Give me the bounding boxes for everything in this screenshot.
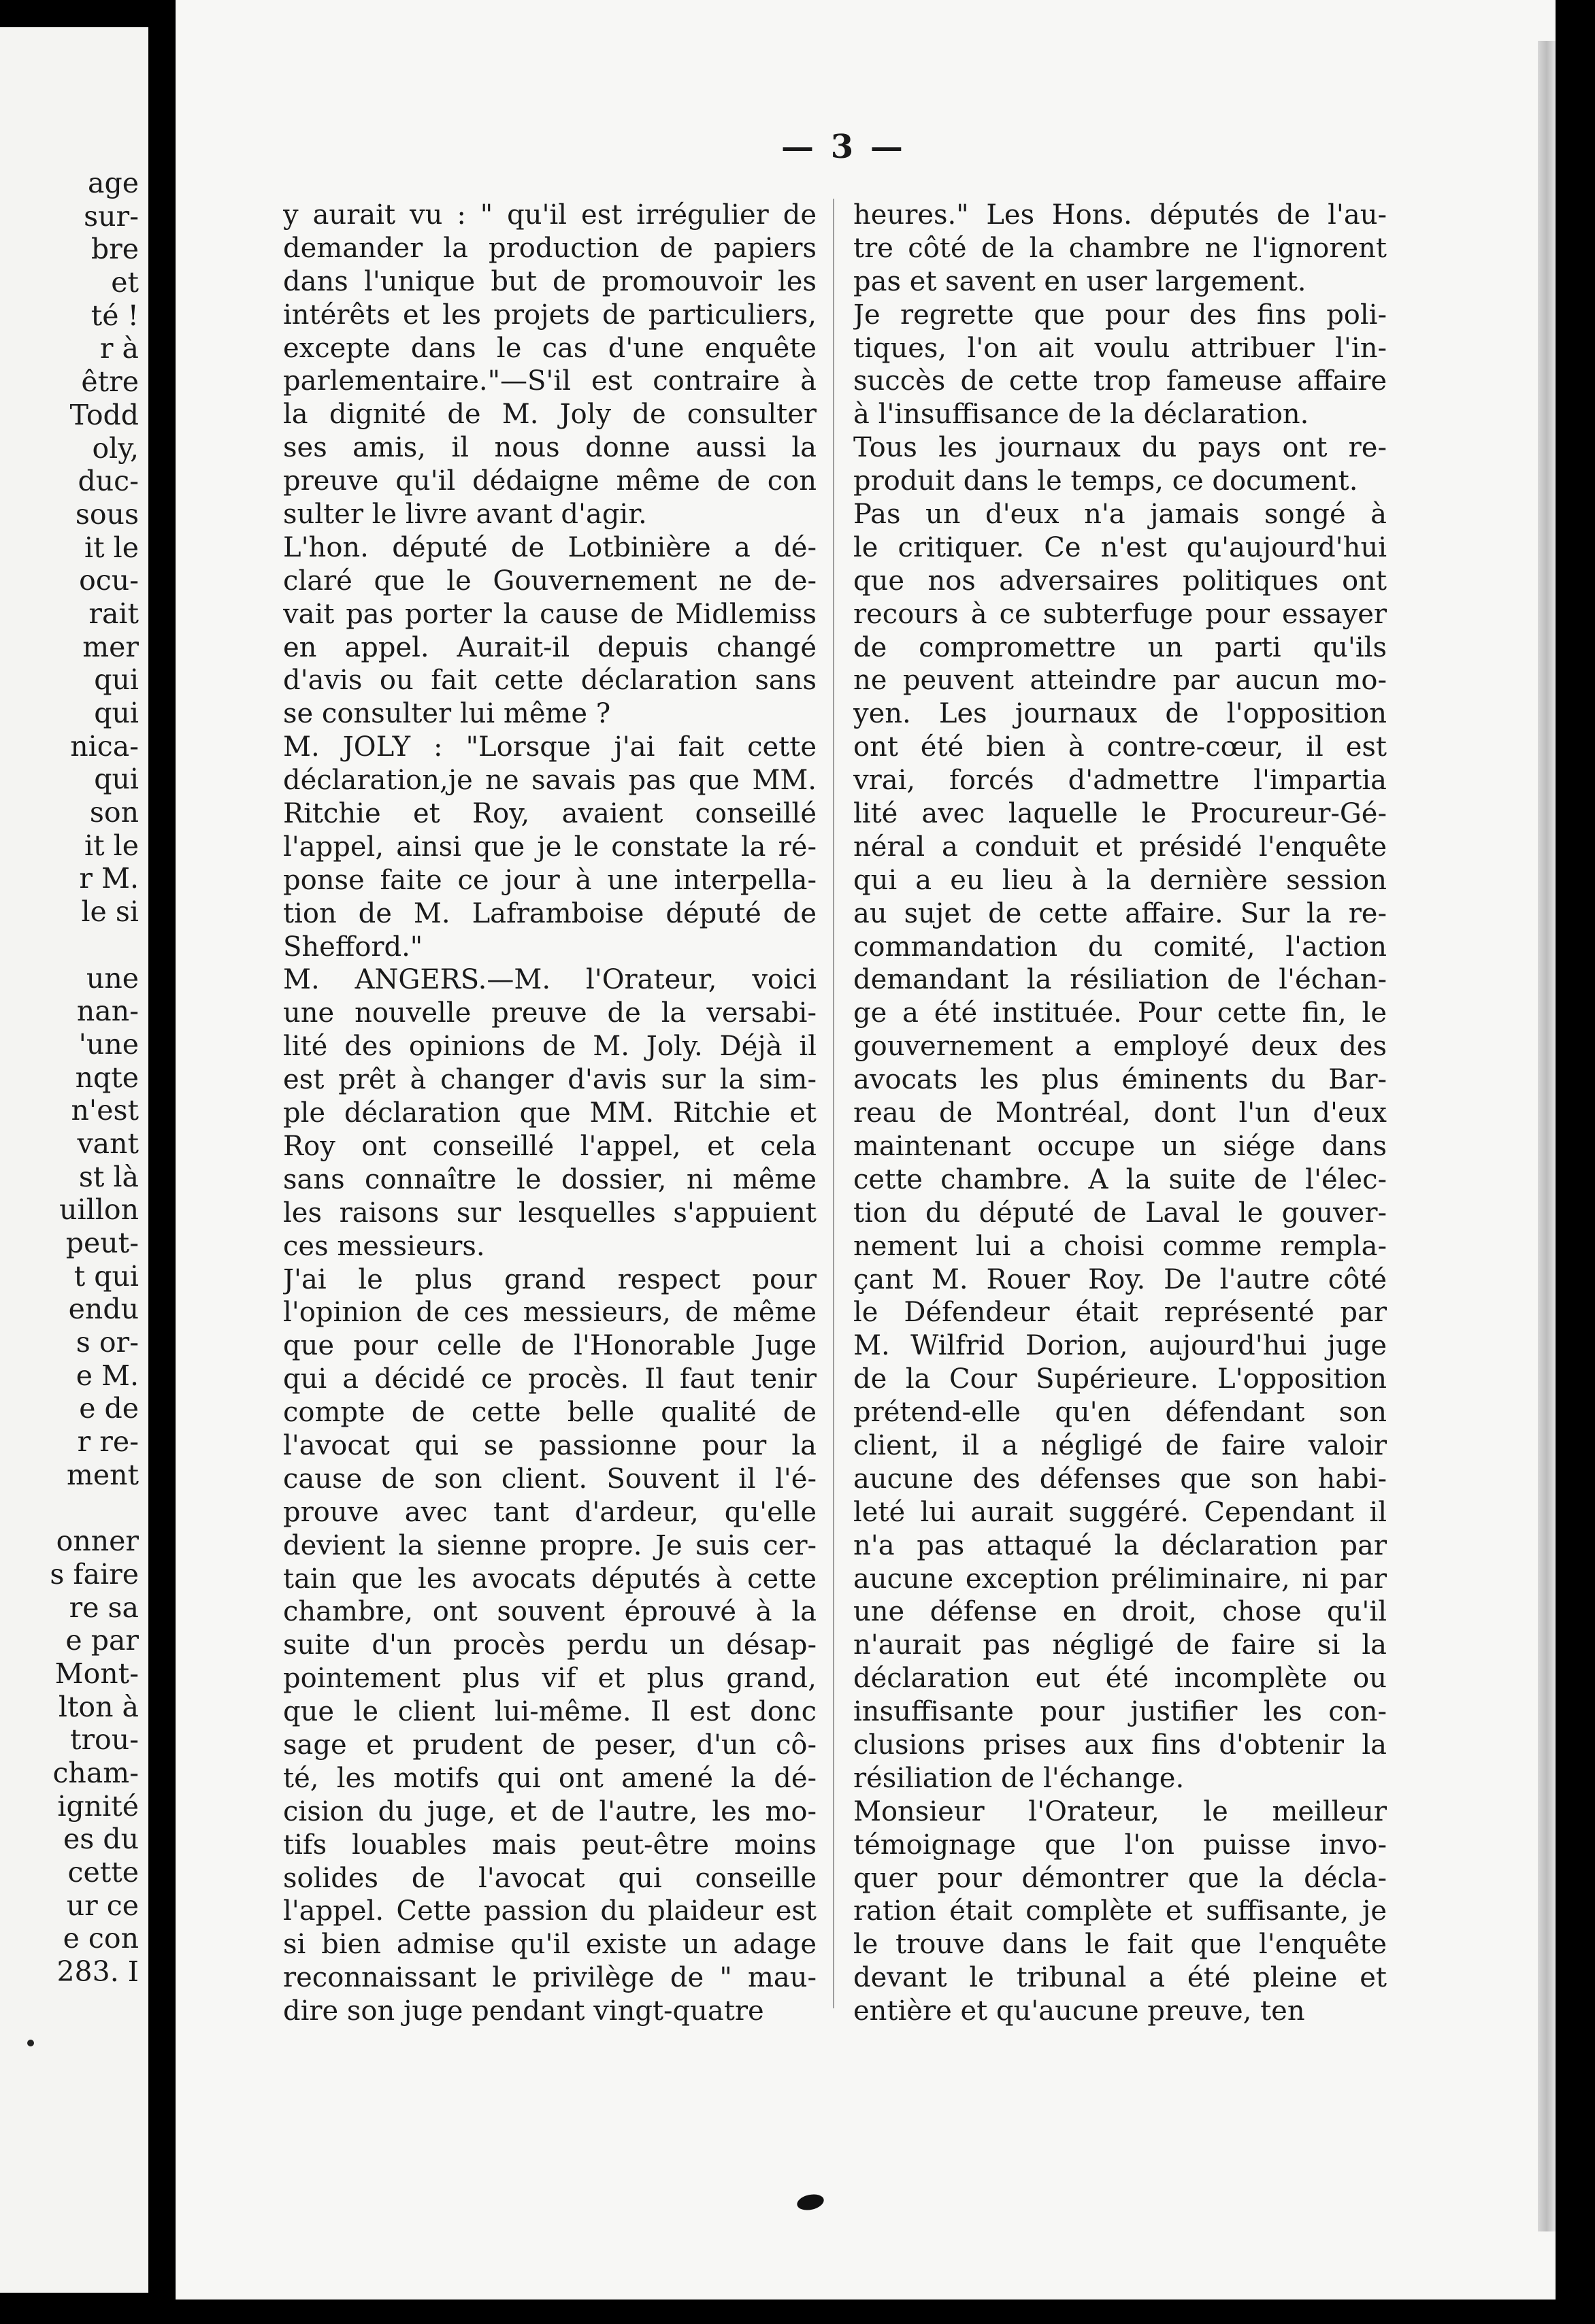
column2-line: Je regrette que pour des fins poli-	[853, 299, 1387, 331]
column2-line: au sujet de cette affaire. Sur la re-	[853, 897, 1387, 929]
column2-line: recours à ce subterfuge pour essayer	[853, 598, 1387, 630]
column2-line: clusions prises aux fins d'obtenir la	[853, 1729, 1387, 1761]
column2-line: client, il a négligé de faire valoir	[853, 1429, 1387, 1461]
column1-line: est prêt à changer d'avis sur la sim-	[283, 1064, 817, 1096]
column2-line: le Défendeur était représenté par	[853, 1297, 1387, 1329]
column1-line: prouve avec tant d'ardeur, qu'elle	[283, 1496, 817, 1528]
column2-line: yen. Les journaux de l'opposition	[853, 698, 1387, 730]
adjacent-page-line: et	[111, 266, 139, 299]
adjacent-page-line: ignité	[57, 1789, 139, 1823]
adjacent-page-line: nan-	[76, 995, 139, 1028]
column2-line: n'a pas attaqué la déclaration par	[853, 1529, 1387, 1561]
adjacent-page-line: st là	[78, 1160, 139, 1193]
column2-line: ration était complète et suffisante, je	[853, 1895, 1387, 1927]
column1-line: d'avis ou fait cette déclaration sans	[283, 665, 817, 697]
column2-line: gouvernement a employé deux des	[853, 1031, 1387, 1063]
column2-line: qui a eu lieu à la dernière session	[853, 864, 1387, 896]
adjacent-page-line: onner	[56, 1525, 139, 1558]
column2-line: Tous les journaux du pays ont re-	[853, 432, 1387, 464]
adjacent-page-line	[50, 929, 139, 962]
adjacent-page-line: ment	[66, 1458, 139, 1491]
column1-line: compte de cette belle qualité de	[283, 1397, 817, 1429]
adjacent-page-line: peut-	[65, 1227, 139, 1259]
adjacent-page-line: té !	[91, 299, 139, 332]
adjacent-page-line: r re-	[77, 1425, 139, 1459]
column2-line: témoignage que l'on puisse invo-	[853, 1829, 1387, 1861]
column1-line: ses amis, il nous donne aussi la	[283, 432, 817, 464]
adjacent-page-line: uillon	[59, 1193, 139, 1227]
adjacent-page-line	[50, 1492, 139, 1525]
column1-line: devient la sienne propre. Je suis cer-	[283, 1529, 817, 1561]
column1-line: dans l'unique but de promouvoir les	[283, 265, 817, 297]
column2-line: Monsieur l'Orateur, le meilleur	[853, 1795, 1387, 1827]
column1-line: pointement plus vif et plus grand,	[283, 1663, 817, 1695]
adjacent-page-line: lton à	[58, 1690, 139, 1723]
column1-line: claré que le Gouvernement ne de-	[283, 565, 817, 597]
column1-line: ple déclaration que MM. Ritchie et	[283, 1097, 817, 1129]
column1-line: en appel. Aurait-il depuis changé	[283, 631, 817, 663]
column2-line: ne peuvent atteindre par aucun mo-	[853, 665, 1387, 697]
adjacent-page-line: bre	[91, 233, 139, 266]
adjacent-page-line: sous	[75, 497, 139, 531]
column1-line: Roy ont conseillé l'appel, et cela	[283, 1130, 817, 1162]
text-column-right	[853, 199, 1387, 2028]
column2-line: çant M. Rouer Roy. De l'autre côté	[853, 1263, 1387, 1295]
column1-line: cision du juge, et de l'autre, les mo-	[283, 1795, 817, 1827]
column1-line: solides de l'avocat qui conseille	[283, 1862, 817, 1894]
column1-line: excepte dans le cas d'une enquête	[283, 332, 817, 364]
adjacent-page-line: e M.	[76, 1359, 139, 1392]
column2-line: le trouve dans le fait que l'enquête	[853, 1929, 1387, 1961]
column2-line: tiques, l'on ait voulu attribuer l'in-	[853, 332, 1387, 364]
column2-line: tion du député de Laval le gouver-	[853, 1197, 1387, 1229]
column2-line: néral a conduit et présidé l'enquête	[853, 831, 1387, 863]
adjacent-page-line: cham-	[52, 1757, 139, 1789]
column1-line: preuve qu'il dédaigne même de con	[283, 465, 817, 497]
adjacent-page-line: e par	[65, 1624, 139, 1657]
column1-line: l'appel, ainsi que je le constate la ré-	[283, 831, 817, 863]
adjacent-page-line: trou-	[69, 1723, 139, 1757]
column2-line: quer pour démontrer que la décla-	[853, 1862, 1387, 1894]
column2-line: vrai, forcés d'admettre l'impartia	[853, 765, 1387, 797]
adjacent-page-line: qui	[94, 663, 139, 697]
column2-line: à l'insuffisance de la déclaration.	[853, 399, 1309, 431]
column1-line: se consulter lui même ?	[283, 698, 611, 730]
adjacent-page-line: sur-	[84, 199, 139, 233]
page	[176, 0, 1556, 2300]
column1-line: cause de son client. Souvent il l'é-	[283, 1463, 817, 1495]
column2-line: demandant la résiliation de l'échan-	[853, 964, 1387, 996]
adjacent-page-line: mer	[82, 630, 139, 663]
adjacent-page-line: it le	[84, 531, 139, 564]
adjacent-page-line: re sa	[69, 1591, 139, 1624]
adjacent-page-line: qui	[94, 763, 139, 796]
adjacent-page-line: vant	[77, 1127, 139, 1160]
column2-line: maintenant occupe un siége dans	[853, 1130, 1387, 1162]
column2-line: succès de cette trop fameuse affaire	[853, 365, 1387, 397]
column2-line: devant le tribunal a été pleine et	[853, 1962, 1387, 1994]
adjacent-page-line: s faire	[50, 1557, 139, 1591]
column2-line: résiliation de l'échange.	[853, 1762, 1185, 1794]
column1-line: tifs louables mais peut-être moins	[283, 1829, 817, 1861]
column1-line: L'hon. député de Lotbinière a dé-	[283, 531, 817, 563]
column2-line: tre côté de la chambre ne l'ignorent	[853, 232, 1387, 264]
column2-line: commandation du comité, l'action	[853, 931, 1387, 963]
adjacent-page-line: e de	[79, 1392, 139, 1425]
column2-line: n'aurait pas négligé de faire si la	[853, 1629, 1387, 1661]
adjacent-page-line: Todd	[69, 398, 139, 431]
column1-line: sage et prudent de peser, d'un cô-	[283, 1729, 817, 1761]
column1-line: l'avocat qui se passionne pour la	[283, 1429, 817, 1461]
adjacent-page-line: ur ce	[66, 1889, 139, 1922]
column1-line: ces messieurs.	[283, 1230, 485, 1262]
column2-line: ont été bien à contre-cœur, il est	[853, 731, 1387, 763]
adjacent-page-line: e con	[63, 1922, 139, 1955]
column1-line: suite d'un procès perdu un désap-	[283, 1629, 817, 1661]
adjacent-page-line: oly,	[92, 431, 139, 465]
column1-line: lité des opinions de M. Joly. Déjà il	[283, 1031, 817, 1063]
adjacent-page-line: r à	[99, 332, 139, 365]
column1-line: déclaration,je ne savais pas que MM.	[283, 765, 817, 797]
adjacent-page-line: duc-	[78, 465, 139, 498]
adjacent-page-line: ocu-	[79, 564, 139, 597]
ink-speck	[27, 2040, 34, 2046]
adjacent-page-line: endu	[68, 1293, 139, 1326]
column2-line: cette chambre. A la suite de l'élec-	[853, 1163, 1387, 1195]
adjacent-page-line: qui	[94, 697, 139, 729]
adjacent-page-line: 'une	[78, 1027, 139, 1061]
column2-line: leté lui aurait suggéré. Cependant il	[853, 1496, 1387, 1528]
column1-line: que pour celle de l'Honorable Juge	[283, 1330, 817, 1362]
column1-line: M. JOLY : "Lorsque j'ai fait cette	[283, 731, 817, 763]
adjacent-page-line: s or-	[76, 1326, 139, 1359]
column1-line: si bien admise qu'il existe un adage	[283, 1929, 817, 1961]
adjacent-page-line: r M.	[79, 862, 139, 895]
column2-line: que nos adversaires politiques ont	[853, 565, 1387, 597]
column1-line: les raisons sur lesquelles s'appuient	[283, 1197, 817, 1229]
column1-line: y aurait vu : " qu'il est irrégulier de	[283, 199, 817, 231]
adjacent-page-line: une	[86, 961, 139, 995]
column2-line: nement lui a choisi comme rempla-	[853, 1230, 1387, 1262]
column2-line: pas et savent en user largement.	[853, 265, 1306, 297]
adjacent-page-line: Mont-	[54, 1657, 139, 1690]
column1-line: tion de M. Laframboise député de	[283, 897, 817, 929]
column1-line: l'appel. Cette passion du plaideur est	[283, 1895, 817, 1927]
column-divider	[833, 199, 834, 2008]
adjacent-page-line: t qui	[73, 1259, 139, 1293]
adjacent-page-line: le si	[81, 895, 139, 929]
column2-line: déclaration eut été incomplète ou	[853, 1663, 1387, 1695]
column2-line: le critiquer. Ce n'est qu'aujourd'hui	[853, 531, 1387, 563]
column1-line: l'opinion de ces messieurs, de même	[283, 1297, 817, 1329]
adjacent-page-line: nqte	[75, 1061, 139, 1094]
adjacent-page-fragment	[0, 27, 148, 2293]
adjacent-page-line: n'est	[71, 1094, 139, 1127]
column1-line: Ritchie et Roy, avaient conseillé	[283, 798, 817, 830]
adjacent-page-line: cette	[67, 1856, 139, 1889]
ink-blot	[795, 2192, 825, 2212]
column2-line: de compromettre un parti qu'ils	[853, 631, 1387, 663]
column1-line: dire son juge pendant vingt-quatre	[283, 1995, 764, 2027]
column1-line: sans connaître le dossier, ni même	[283, 1163, 817, 1195]
column2-line: une défense en droit, chose qu'il	[853, 1596, 1387, 1628]
adjacent-page-line: son	[89, 796, 139, 829]
column1-line: que le client lui-même. Il est donc	[283, 1696, 817, 1728]
column1-line: qui a décidé ce procès. Il faut tenir	[283, 1363, 817, 1395]
column1-line: ponse faite ce jour à une interpella-	[283, 864, 817, 896]
adjacent-page-line: être	[81, 365, 139, 399]
adjacent-page-line: es du	[63, 1823, 139, 1856]
adjacent-page-line: 283. I	[56, 1955, 139, 1989]
column1-line: M. ANGERS.—M. l'Orateur, voici	[283, 964, 817, 996]
column1-line: Shefford."	[283, 931, 423, 963]
column2-line: avocats les plus éminents du Bar-	[853, 1064, 1387, 1096]
adjacent-page-line: nica-	[70, 729, 139, 763]
column1-line: sulter le livre avant d'agir.	[283, 499, 647, 531]
column1-line: J'ai le plus grand respect pour	[283, 1263, 817, 1295]
adjacent-page-text	[50, 167, 139, 1989]
column1-line: chambre, ont souvent éprouvé à la	[283, 1596, 817, 1628]
column1-line: la dignité de M. Joly de consulter	[283, 399, 817, 431]
column1-line: intérêts et les projets de particuliers,	[283, 299, 817, 331]
column1-line: parlementaire."—S'il est contraire à	[283, 365, 817, 397]
adjacent-page-line: it le	[84, 829, 139, 862]
column2-line: de la Cour Supérieure. L'opposition	[853, 1363, 1387, 1395]
page-edge	[1538, 41, 1556, 2231]
column2-line: aucune exception préliminaire, ni par	[853, 1563, 1387, 1595]
column2-line: aucune des défenses que son habi-	[853, 1463, 1387, 1495]
column1-line: té, les motifs qui ont amené la dé-	[283, 1762, 817, 1794]
text-column-left	[283, 199, 817, 2028]
column2-line: reau de Montréal, dont l'un d'eux	[853, 1097, 1387, 1129]
column2-line: Pas un d'eux n'a jamais songé à	[853, 499, 1387, 531]
column1-line: demander la production de papiers	[283, 232, 817, 264]
adjacent-page-line: rait	[88, 597, 139, 630]
column2-line: M. Wilfrid Dorion, aujourd'hui juge	[853, 1330, 1387, 1362]
column1-line: une nouvelle preuve de la versabi-	[283, 997, 817, 1029]
column2-line: prétend-elle qu'en défendant son	[853, 1397, 1387, 1429]
column1-line: reconnaissant le privilège de " mau-	[283, 1962, 817, 1994]
page-number: — 3 —	[781, 128, 906, 166]
column1-line: vait pas porter la cause de Midlemiss	[283, 598, 817, 630]
column2-line: ge a été instituée. Pour cette fin, le	[853, 997, 1387, 1029]
column2-line: lité avec laquelle le Procureur-Gé-	[853, 798, 1387, 830]
column2-line: heures." Les Hons. députés de l'au-	[853, 199, 1387, 231]
column2-line: produit dans le temps, ce document.	[853, 465, 1358, 497]
column2-line: entière et qu'aucune preuve, ten	[853, 1995, 1305, 2027]
adjacent-page-line: age	[88, 167, 139, 199]
column1-line: tain que les avocats députés à cette	[283, 1563, 817, 1595]
column2-line: insuffisante pour justifier les con-	[853, 1696, 1387, 1728]
